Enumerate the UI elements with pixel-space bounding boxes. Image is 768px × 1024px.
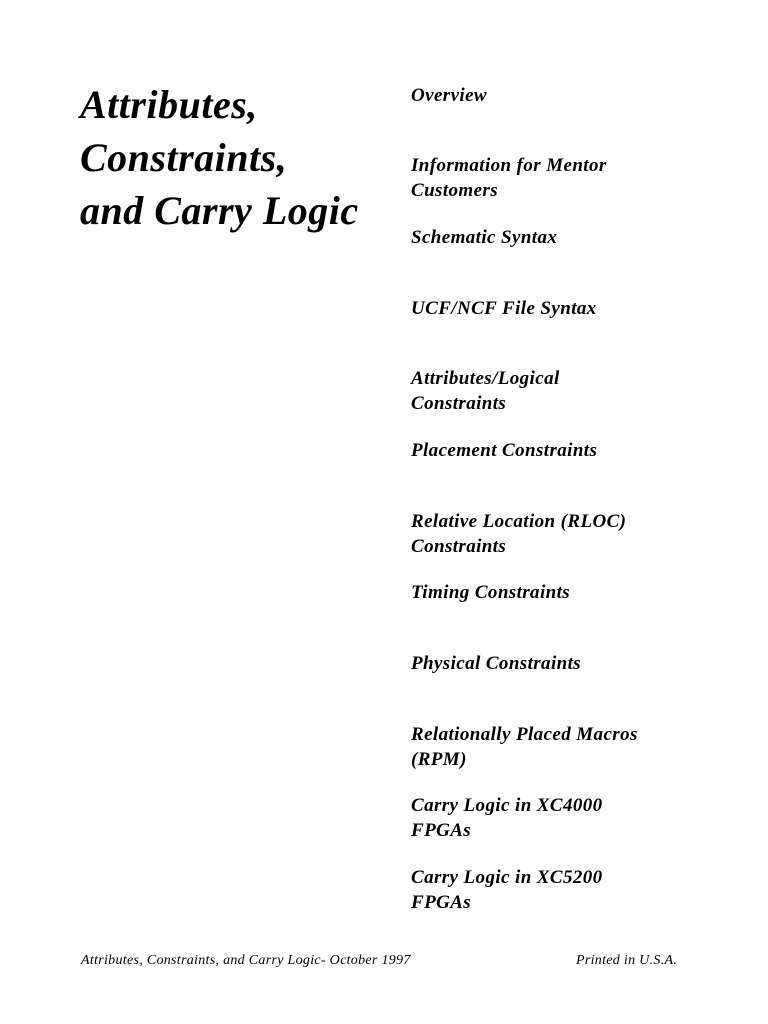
footer-document-title: Attributes, Constraints, and Carry Logic- October 1997	[81, 953, 411, 968]
toc-item-label: Constraints	[411, 393, 507, 414]
toc-item-physical-constraints	[411, 651, 711, 676]
toc-item-label: Timing Constraints	[411, 582, 571, 603]
toc-item-label: Schematic Syntax	[411, 227, 558, 248]
toc-item-label: UCF/NCF File Syntax	[411, 298, 597, 319]
toc-item-label: FPGAs	[411, 820, 472, 841]
toc-item-label: Physical Constraints	[411, 653, 582, 674]
title-line: and Carry Logic	[80, 188, 359, 233]
toc-item-label: Constraints	[411, 536, 507, 557]
toc-item-placement-constraints	[411, 438, 711, 463]
title-line: Constraints,	[80, 135, 288, 180]
toc-item-label: Relationally Placed Macros	[411, 724, 638, 745]
toc-item-label: Carry Logic in XC5200	[411, 867, 603, 888]
toc-item-timing-constraints	[411, 580, 711, 605]
toc-item-label: Relative Location (RLOC)	[411, 511, 627, 532]
toc-item-label: Customers	[411, 180, 499, 201]
toc-item-schematic-syntax	[411, 225, 711, 250]
toc-item-mentor-customers	[411, 153, 711, 203]
toc-item-label: (RPM)	[411, 749, 467, 770]
toc-item-ucf-ncf-syntax	[411, 296, 711, 321]
toc-item-rloc-constraints	[411, 509, 711, 559]
toc-item-label: Information for Mentor	[411, 155, 607, 176]
toc-item-label: FPGAs	[411, 892, 472, 913]
toc-item-carry-logic-xc4000	[411, 793, 711, 843]
title-line: Attributes,	[80, 82, 258, 127]
toc-item-label: Attributes/Logical	[411, 368, 560, 389]
toc-item-label: Overview	[411, 85, 487, 106]
footer-printed-in: Printed in U.S.A.	[576, 953, 678, 968]
toc-item-carry-logic-xc5200	[411, 865, 711, 915]
page-title	[80, 78, 400, 237]
toc-item-logical-constraints	[411, 366, 711, 416]
toc-item-rpm	[411, 722, 711, 772]
toc-item-label: Placement Constraints	[411, 440, 598, 461]
toc-item-overview	[411, 83, 711, 108]
toc-item-label: Carry Logic in XC4000	[411, 795, 603, 816]
